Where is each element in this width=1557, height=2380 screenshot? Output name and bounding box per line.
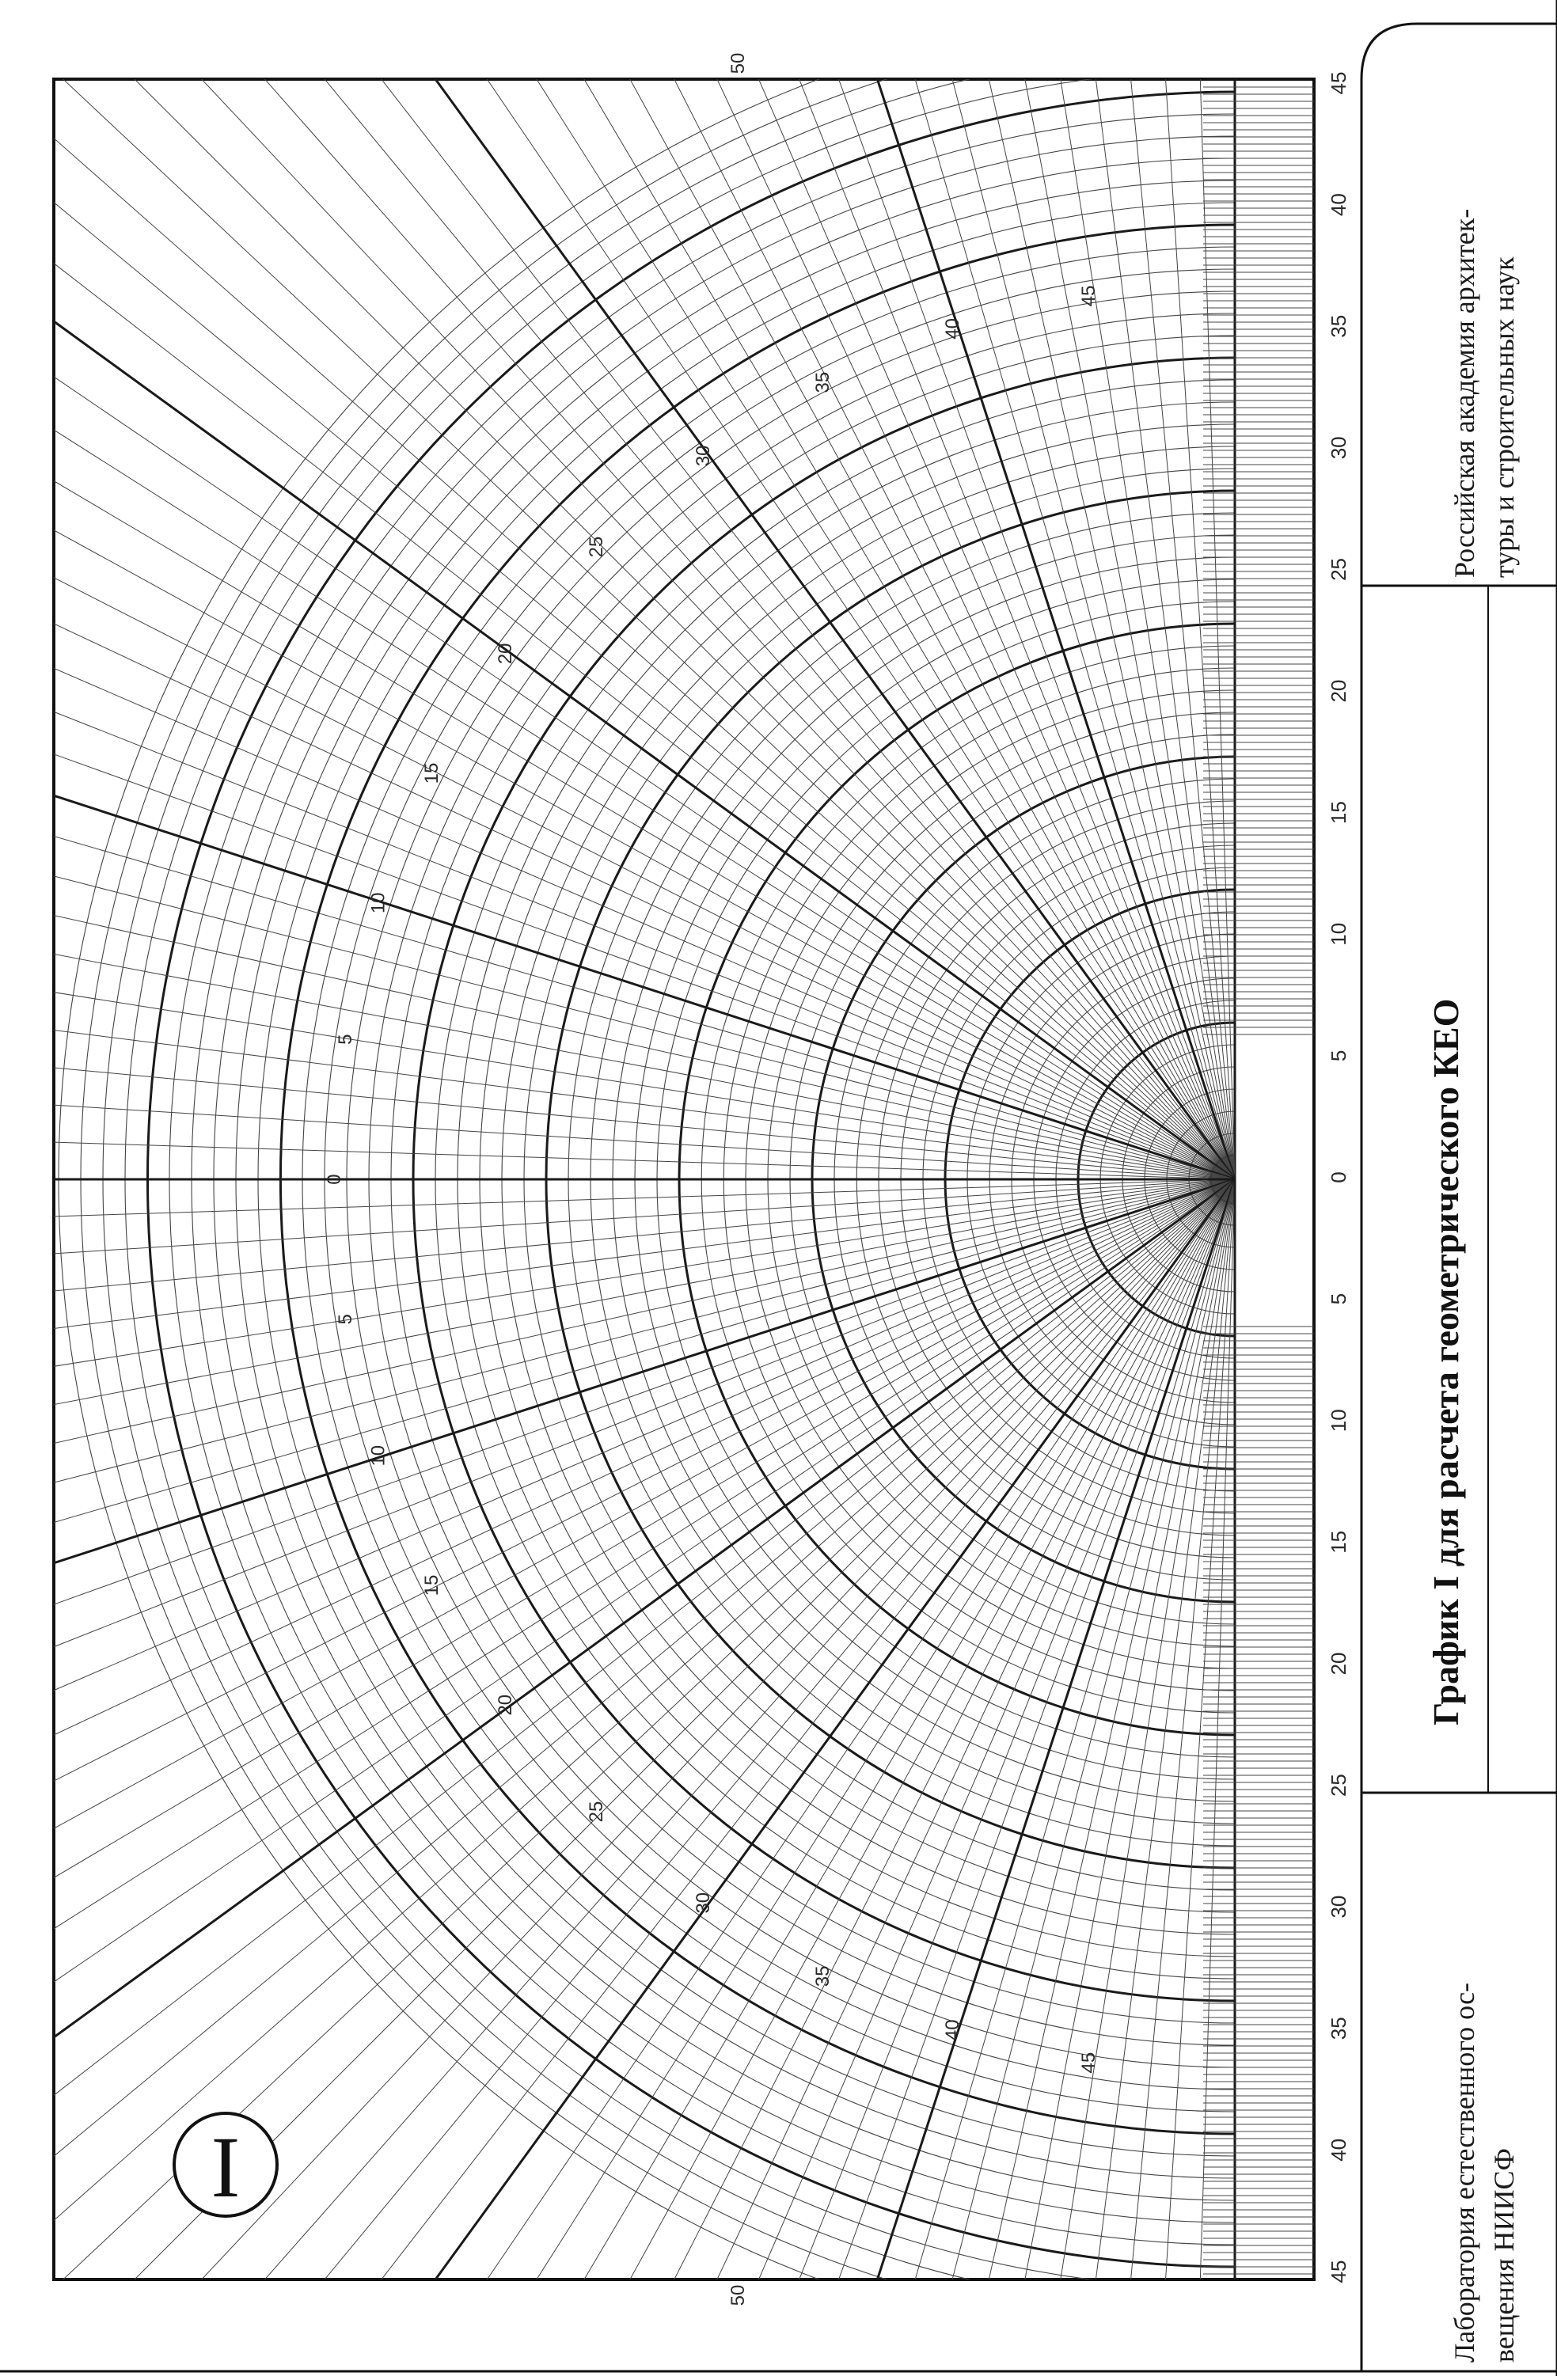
grid-ray <box>0 0 1235 1179</box>
grid-ray <box>0 0 1235 1179</box>
ray-angle-label: 25 <box>585 536 607 558</box>
ray-angle-label: 45 <box>1078 2052 1100 2074</box>
org-bottom-line-2: вещения НИИСФ <box>1488 2147 1520 2363</box>
grid-ray <box>0 79 1235 1179</box>
grid-ray <box>0 0 1235 1179</box>
edge-scale-label: 40 <box>1327 193 1350 217</box>
ray-angle-label: 15 <box>421 762 443 784</box>
grid-ray <box>0 491 1235 1179</box>
grid-ray <box>0 0 1235 1179</box>
title-block <box>1361 24 1557 2371</box>
graph-title: График I для расчета геометрического КЕО <box>1426 998 1466 1725</box>
grid-ray <box>0 1179 1235 1868</box>
ray-angle-label: 20 <box>494 1694 516 1716</box>
edge-scale-label: 30 <box>1327 436 1350 460</box>
grid-ray <box>0 0 1235 1179</box>
ray-angle-label: 30 <box>692 445 714 467</box>
grid-ray <box>0 0 1235 1179</box>
edge-scale-label: 5 <box>1327 1292 1350 1305</box>
grid-ray <box>0 746 1235 1179</box>
org-bottom-line-1: Лаборатория естественного ос- <box>1449 1982 1480 2363</box>
ray-angle-label: 20 <box>494 643 516 665</box>
grid-ray <box>215 1179 1235 2376</box>
grid-ray <box>0 0 1235 1179</box>
org-top-line-2: туры и строительных наук <box>1488 256 1520 578</box>
edge-scale-label: 20 <box>1327 679 1350 703</box>
edge-scale-label: 25 <box>1327 557 1350 581</box>
grid-ray <box>546 1179 1235 2376</box>
graph-number: I <box>211 2119 241 2215</box>
grid-ray <box>296 1179 1235 2376</box>
ray-angle-label: 5 <box>334 1314 356 1325</box>
edge-scale-label: 10 <box>1327 1409 1350 1433</box>
grid-ray <box>1148 0 1235 1179</box>
org-bottom-block <box>1449 1983 1520 2363</box>
grid-ray <box>462 0 1235 1179</box>
ray-angle-label: 50 <box>727 2284 749 2306</box>
ray-angle-label: 40 <box>941 2019 963 2041</box>
edge-scale-label: 35 <box>1327 2017 1350 2040</box>
grid-ray <box>0 1179 1235 2118</box>
grid-ray <box>0 0 1235 1179</box>
ray-angle-label: 25 <box>585 1801 607 1823</box>
edge-scale-label: 45 <box>1327 71 1350 95</box>
grid-ray <box>0 0 1235 1179</box>
ray-angle-label: 30 <box>692 1892 714 1914</box>
grid-ray <box>0 0 1235 1179</box>
grid-ray <box>296 0 1235 1179</box>
grid-ray <box>546 0 1235 1179</box>
graph-number-badge <box>174 2113 277 2216</box>
grid-ray <box>801 0 1235 1179</box>
grid-ray <box>0 0 1235 1179</box>
edge-scale-label: 10 <box>1327 922 1350 946</box>
edge-scale-label: 25 <box>1327 1774 1350 1797</box>
ray-angle-label: 10 <box>367 892 389 914</box>
grid-ray <box>0 241 1235 1179</box>
grid-ray <box>0 1179 1235 1613</box>
ray-angle-label: 35 <box>811 371 834 393</box>
ray-angle-label: 5 <box>334 1034 356 1045</box>
grid-ray <box>0 0 1235 1179</box>
edge-scale-label: 15 <box>1327 801 1350 825</box>
grid-ray <box>0 0 1235 1179</box>
grid-ray <box>0 1179 1235 2279</box>
edge-scale-label: 20 <box>1327 1652 1350 1676</box>
org-top-line-1: Российская академия архитек- <box>1449 208 1480 578</box>
edge-scale-label: 45 <box>1327 2260 1350 2283</box>
edge-scale-label: 35 <box>1327 314 1350 338</box>
grid-ray <box>0 0 1235 1179</box>
org-top-block <box>1449 209 1520 578</box>
ray-angle-label: 35 <box>811 1965 834 1987</box>
edge-scale-label: 0 <box>1327 1171 1350 1183</box>
grid-ray <box>974 0 1235 1179</box>
grid-ray <box>630 0 1235 1179</box>
grid-ray <box>0 0 1235 1179</box>
grid-ray <box>0 0 1235 1179</box>
grid-ray <box>0 0 1235 1179</box>
ray-angle-label: 45 <box>1078 285 1100 307</box>
grid-ray <box>887 0 1235 1179</box>
grid-ray <box>215 0 1235 1179</box>
edge-scale-label: 40 <box>1327 2138 1350 2162</box>
grid-ray <box>0 0 1235 1179</box>
grid-ray <box>0 0 1235 1179</box>
grid-ray <box>0 0 1235 1179</box>
ray-angle-label: 50 <box>727 52 749 74</box>
ray-angle-label: 10 <box>367 1444 389 1467</box>
ray-angle-label: 0 <box>324 1174 345 1185</box>
edge-scale-label: 5 <box>1327 1050 1350 1062</box>
grid-ray <box>0 0 1235 1179</box>
ray-angle-label: 40 <box>941 317 963 340</box>
grid-ray <box>0 0 1235 1179</box>
edge-scale-label: 15 <box>1327 1530 1350 1554</box>
edge-scale-label: 30 <box>1327 1895 1350 1919</box>
ray-angle-label: 15 <box>421 1574 443 1596</box>
